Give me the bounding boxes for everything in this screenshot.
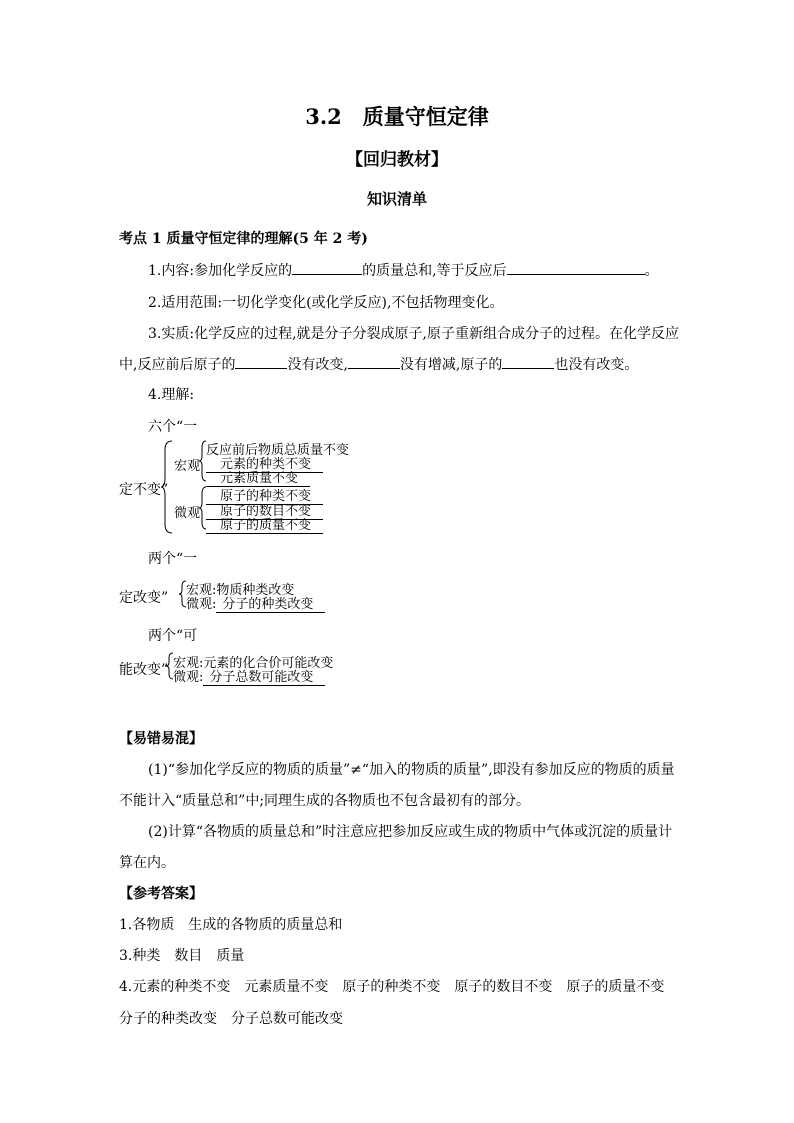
error-2-line-1: (2)计算“各物质的质量总和”时注意应把参加反应或生成的物质中气体或沉淀的质量计 — [148, 824, 673, 840]
blank-4 — [348, 354, 400, 369]
maybe-line-2: 微观: 分子总数可能改变 — [173, 666, 325, 685]
section-heading: 【回归教材】 — [346, 150, 448, 170]
maybe-label-2: 能改变” — [119, 662, 169, 678]
answer-4-line-2: 分子的种类改变 分子总数可能改变 — [119, 1011, 343, 1027]
item-1-mid: 的质量总和,等于反应后 — [362, 263, 507, 279]
item-1-pre: 1.内容:参加化学反应的 — [148, 263, 293, 279]
blank-1 — [292, 260, 362, 275]
maybe-label-1: 两个“可 — [148, 628, 198, 644]
topic-heading: 考点 1 质量守恒定律的理解(5 年 2 考) — [119, 231, 368, 247]
error-1-line-2: 不能计入“质量总和”中;同理生成的各物质也不包含最初有的部分。 — [119, 793, 531, 809]
subsection-heading: 知识清单 — [366, 190, 427, 208]
micro-label: 微观 — [174, 506, 201, 521]
six-outer-brace-icon — [160, 440, 174, 534]
item-3-mid1: 没有改变, — [287, 357, 348, 373]
answers-heading: 【参考答案】 — [119, 886, 203, 902]
micro-item-1: 原子的种类不变 — [206, 485, 323, 504]
answer-1: 1.各物质 生成的各物质的质量总和 — [119, 917, 343, 933]
item-3-pre: 中,反应前后原子的 — [119, 357, 236, 373]
macro-item-1: 反应前后物质总质量不变 — [206, 443, 350, 458]
micro-item-2: 原子的数目不变 — [206, 500, 323, 519]
macro-item-2: 元素的种类不变 — [206, 453, 323, 472]
item-4: 4.理解: — [148, 387, 195, 403]
two-line-2: 微观: 分子的种类改变 — [186, 593, 325, 612]
item-3-line-2 — [119, 354, 638, 374]
maybe-line-1: 宏观:元素的化合价可能改变 — [173, 656, 334, 671]
two-label-1: 两个“一 — [148, 551, 198, 567]
item-2: 2.适用范围:一切化学变化(或化学反应),不包括物理变化。 — [148, 295, 504, 311]
blank-5 — [502, 354, 554, 369]
answer-3: 3.种类 数目 质量 — [119, 948, 245, 964]
item-3-mid2: 没有增减,原子的 — [399, 357, 503, 373]
blank-2 — [507, 260, 645, 275]
answer-4-line-1: 4.元素的种类不变 元素质量不变 原子的种类不变 原子的数目不变 原子的质量不变 — [119, 979, 665, 995]
item-3-line-1: 3.实质:化学反应的过程,就是分子分裂成原子,原子重新组合成分子的过程。在化学反应 — [148, 326, 679, 342]
two-label-2: 定改变” — [119, 590, 169, 606]
blank-3 — [235, 354, 287, 369]
item-1-end: 。 — [644, 263, 659, 279]
error-1-line-1: (1)“参加化学反应的物质的质量”≠“加入的物质的质量”,即没有参加反应的物质的质量 — [148, 762, 675, 778]
six-label-1: 六个“一 — [148, 419, 198, 435]
error-2-line-2: 算在内。 — [119, 855, 175, 871]
errors-heading: 【易错易混】 — [119, 731, 203, 747]
macro-label: 宏观 — [174, 459, 201, 474]
micro-item-3: 原子的质量不变 — [206, 514, 323, 533]
item-1 — [148, 260, 659, 280]
macro-item-3: 元素质量不变 — [206, 467, 310, 486]
item-3-end: 也没有改变。 — [554, 357, 639, 373]
six-label-2: 定不变” — [119, 482, 169, 498]
page-title: 3.2 质量守恒定律 — [305, 104, 489, 129]
two-line-1: 宏观:物质种类改变 — [186, 583, 295, 598]
